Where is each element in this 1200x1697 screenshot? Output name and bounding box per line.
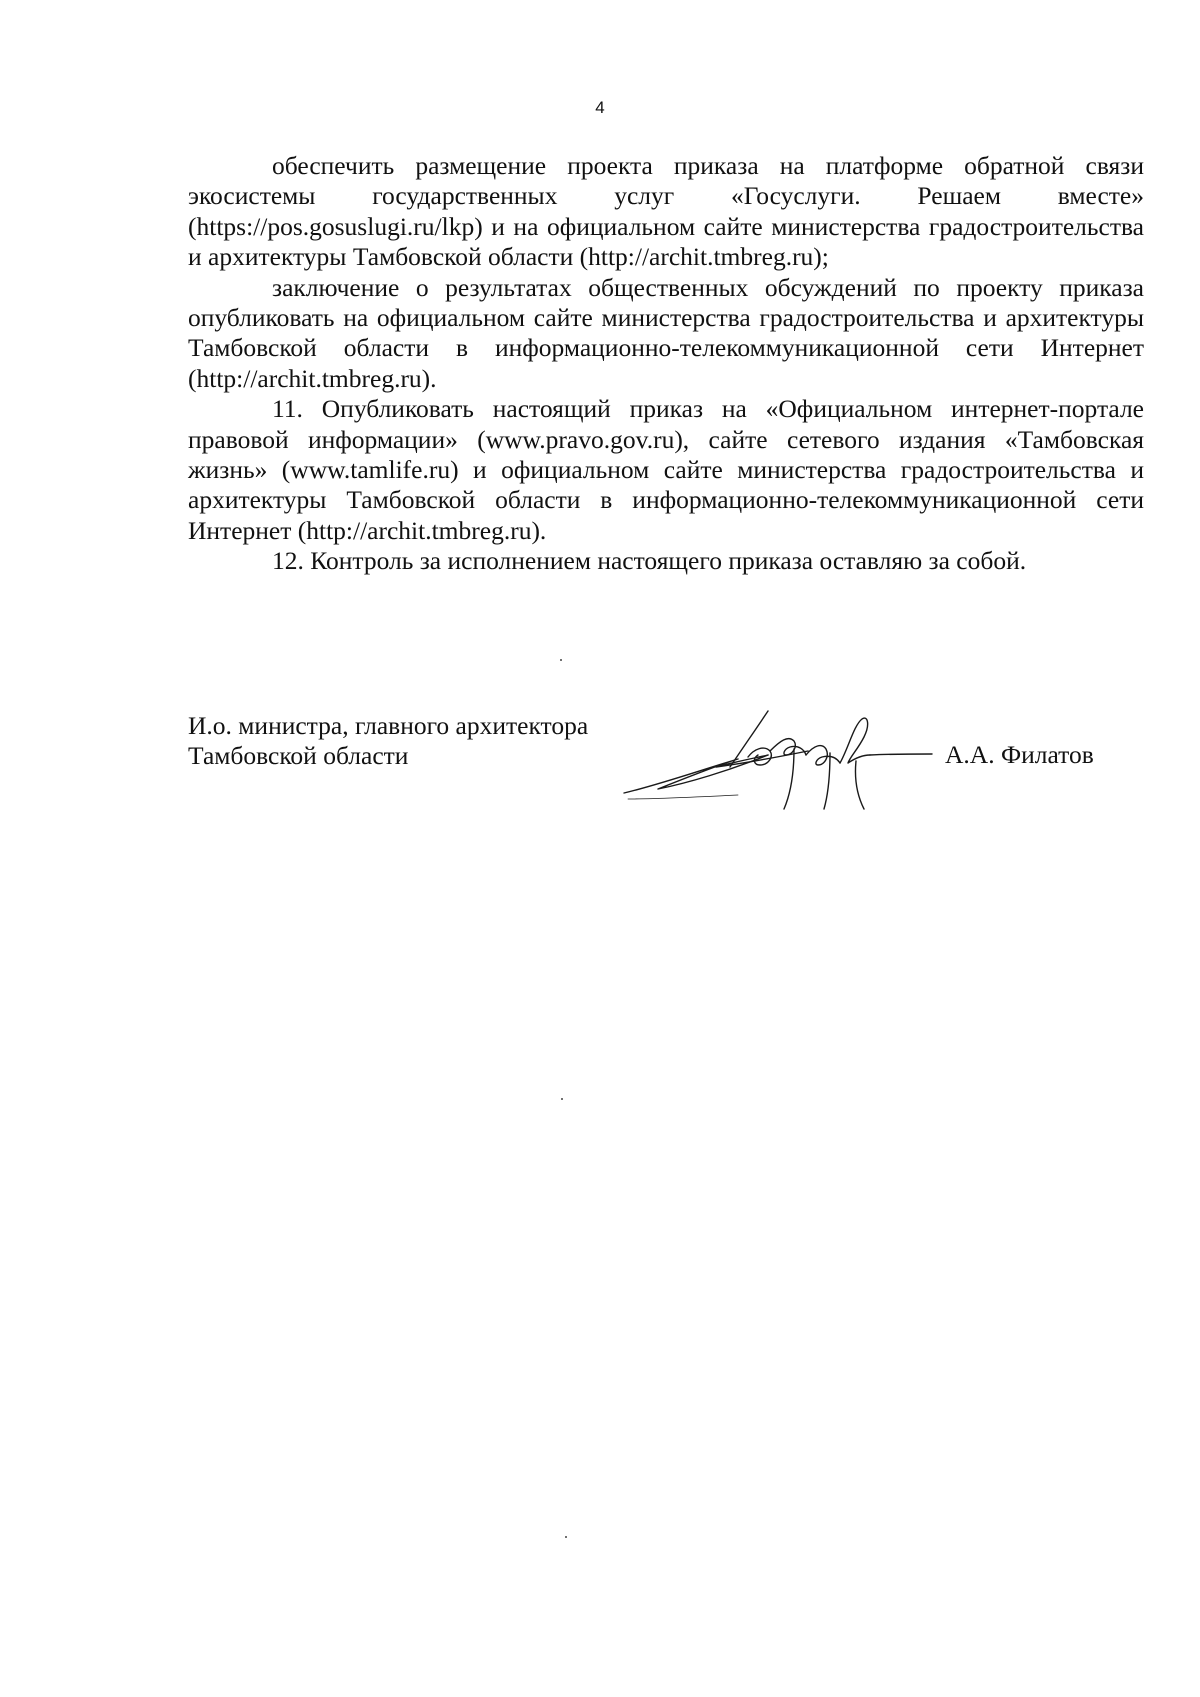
paragraph-publication-platform: обеспечить размещение проекта приказа на платформе обратной связи экосистемы государственных услуг «Госуслуги. Решаем вместе» (https://pos.gosuslugi.ru/lkp) и на официальном сайте министерства градостроительства и архитектуры Тамбовской области (http://archit.tmbreg.ru); [188,151,1144,272]
page-number: 4 [595,98,605,117]
scan-speck [565,1536,567,1538]
scan-speck [561,1098,563,1100]
handwritten-signature [618,705,938,815]
signatory-title-line-2: Тамбовской области [188,741,409,771]
signatory-title [188,711,588,772]
paragraph-item-11: 11. Опубликовать настоящий приказ на «Официальном интернет-портале правовой информации» (www.pravo.gov.ru), сайте сетевого издания «Тамбовская жизнь» (www.tamlife.ru) и официальном сайте министерства градостроительства и архитектуры Тамбовской области в информационно-телекоммуникационной сети Интернет (http://archit.tmbreg.ru). [188,394,1144,545]
scan-speck [560,659,562,661]
paragraph-discussion-conclusion: заключение о результатах общественных обсуждений по проекту приказа опубликовать на официальном сайте министерства градостроительства и архитектуры Тамбовской области в информационно-телекоммуникационной сети Интернет (http://archit.tmbreg.ru). [188,272,1144,393]
paragraph-item-12: 12. Контроль за исполнением настоящего приказа оставляю за собой. [272,546,1027,576]
signatory-title-line-1: И.о. министра, главного архитектора [188,711,589,740]
document-body [188,151,1144,577]
signatory-name: А.А. Филатов [945,740,1094,769]
